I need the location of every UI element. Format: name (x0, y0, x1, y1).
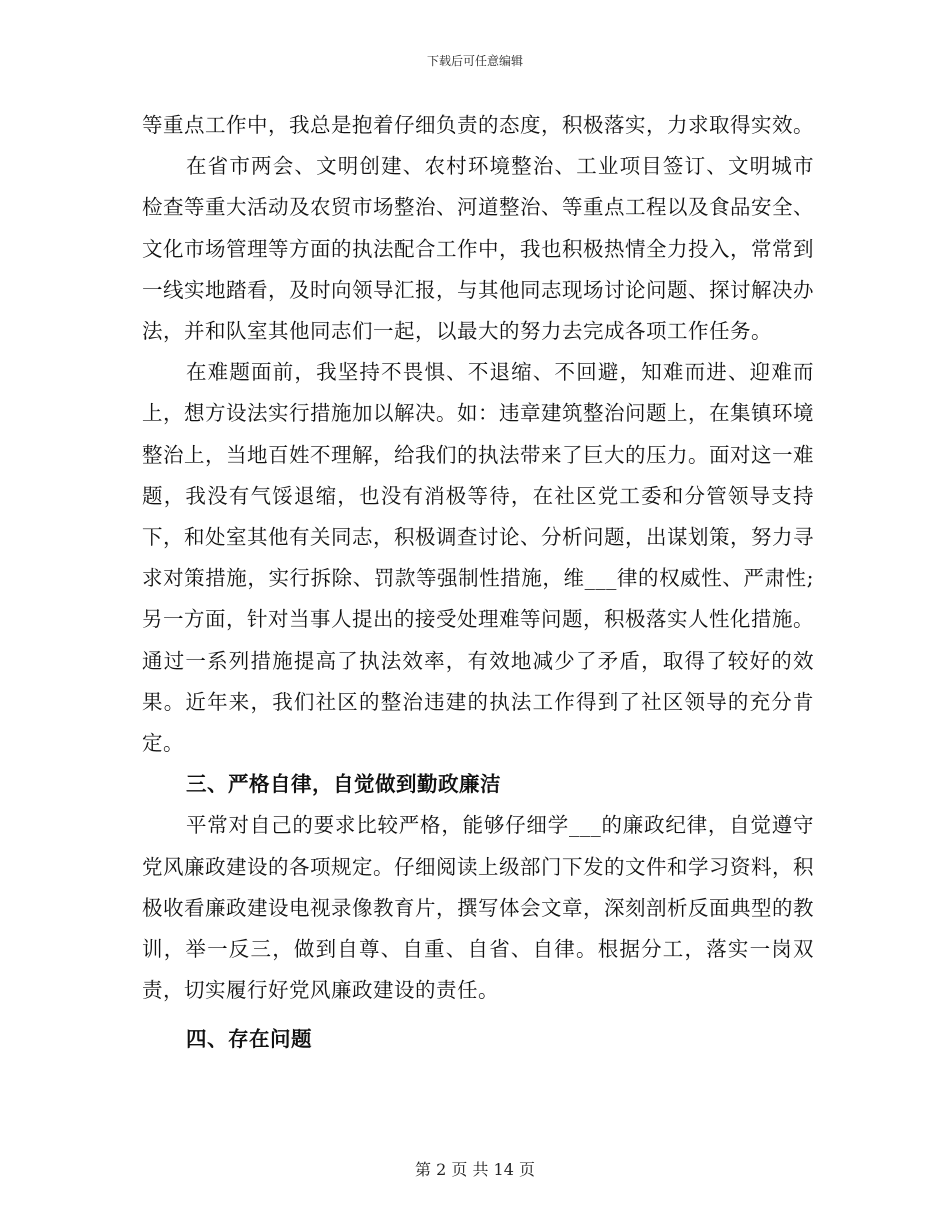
section-heading-self-discipline: 三、严格自律，自觉做到勤政廉洁 (186, 772, 501, 797)
paragraph-clean-governance: 平常对自己的要求比较严格，能够仔细学___的廉政纪律，自觉遵守党风廉政建设的各项规定。仔细阅读上级部门下发的文件和学习资料，积极收看廉政建设电视录像教育片，撰写体会文章，深刻剖析反面典型的教训，举一反三，做到自尊、自重、自省、自律。根据分工，落实一岗双责，切实履行好党风廉政建设的责任。 (142, 813, 814, 1003)
page-number-footer: 第 2 页 共 14 页 (415, 1160, 535, 1179)
paragraph-difficult-problems: 在难题面前，我坚持不畏惧、不退缩、不回避，知难而进、迎难而上，想方设法实行措施加以解决。如：违章建筑整治问题上，在集镇环境整治上，当地百姓不理解，给我们的执法带来了巨大的压力。面对这一难题，我没有气馁退缩，也没有消极等待，在社区党工委和分管领导支持下，和处室其他有关同志，积极调查讨论、分析问题，出谋划策，努力寻求对策措施，实行拆除、罚款等强制性措施，维___律的权威性、严肃性;另一方面，针对当事人提出的接受处理难等问题，积极落实人性化措施。通过一系列措施提高了执法效率，有效地减少了矛盾，取得了较好的效果。近年来，我们社区的整治违建的执法工作得到了社区领导的充分肯定。 (142, 360, 814, 756)
paragraph-enforcement-cooperation: 在省市两会、文明创建、农村环境整治、工业项目签订、文明城市检查等重大活动及农贸市场整治、河道整治、等重点工程以及食品安全、文化市场管理等方面的执法配合工作中，我也积极热情全力投入，常常到一线实地踏看，及时向领导汇报，与其他同志现场讨论问题、探讨解决办法，并和队室其他同志们一起，以最大的努力去完成各项工作任务。 (142, 154, 814, 344)
paragraph-continuation: 等重点工作中，我总是抱着仔细负责的态度，积极落实，力求取得实效。 (142, 113, 814, 137)
page-header: 下载后可任意编辑 (426, 54, 523, 68)
section-heading-existing-problems: 四、存在问题 (186, 1027, 312, 1052)
document-body (142, 105, 814, 1061)
